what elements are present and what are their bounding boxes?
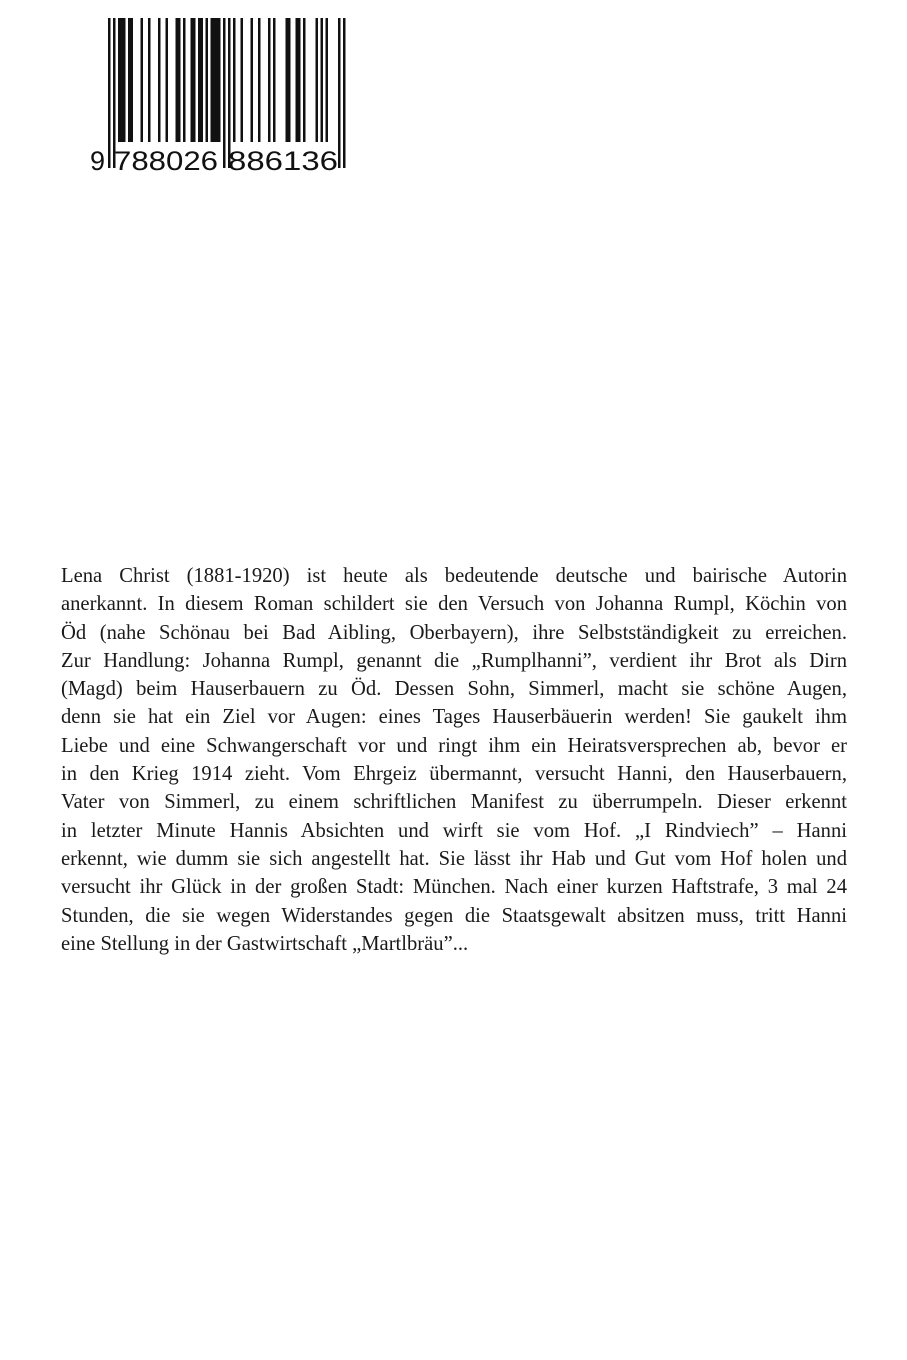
back-cover-blurb [61, 562, 847, 958]
blurb-line: Stunden, die sie wegen Widerstandes gegen die Staatsgewalt absitzen muss, tritt Hanni [61, 904, 847, 927]
barcode-bar [166, 18, 169, 142]
barcode-bar [218, 18, 221, 142]
barcode-bar [193, 18, 196, 142]
blurb-line: Lena Christ (1881-1920) ist heute als bedeutende deutsche und bairische Autorin [61, 565, 847, 587]
barcode-bar [131, 18, 134, 142]
barcode-bar [326, 18, 329, 142]
barcode-bar [296, 18, 299, 142]
barcode-bar [178, 18, 181, 142]
blurb-line: Öd (nahe Schönau bei Bad Aibling, Oberbayern), ihre Selbstständigkeit zu erreichen. [61, 621, 847, 644]
barcode-bar [198, 18, 201, 142]
barcode-bar [183, 18, 186, 142]
barcode-bar [123, 18, 126, 142]
barcode-bar [141, 18, 144, 142]
barcode-digits-right: 886136 [228, 146, 338, 174]
barcode-bar [288, 18, 291, 142]
barcode-bar [128, 18, 131, 142]
barcode-bar [233, 18, 236, 142]
barcode-bar [251, 18, 254, 142]
barcode-bar [176, 18, 179, 142]
barcode-bar [223, 18, 226, 168]
barcode-bar [273, 18, 276, 142]
blurb-line: versucht ihr Glück in der großen Stadt: München. Nach einer kurzen Haftstrafe, 3 mal 24 [61, 876, 847, 899]
blurb-line: Zur Handlung: Johanna Rumpl, genannt die „Rumplhanni”, verdient ihr Brot als Dirn [61, 649, 847, 672]
blurb-line: Vater von Simmerl, zu einem schriftlichen Manifest zu überrumpeln. Dieser erkennt [61, 791, 847, 814]
barcode-bar [216, 18, 219, 142]
blurb-line: eine Stellung in der Gastwirtschaft „Martlbräu”... [61, 932, 469, 955]
barcode-bar [201, 18, 204, 142]
barcode-bar [206, 18, 209, 142]
barcode-bar [303, 18, 306, 142]
barcode-bar [343, 18, 346, 168]
barcode-bar [258, 18, 261, 142]
blurb-line: erkennt, wie dumm sie sich angestellt hat. Sie lässt ihr Hab und Gut vom Hof holen und [61, 847, 847, 870]
barcode-bar [321, 18, 324, 142]
blurb-line: in den Krieg 1914 zieht. Vom Ehrgeiz übermannt, versucht Hanni, den Hauserbauern, [61, 763, 847, 786]
blurb-line: (Magd) beim Hauserbauern zu Öd. Dessen Sohn, Simmerl, macht sie schöne Augen, [61, 678, 847, 701]
barcode-bar [241, 18, 244, 142]
barcode-bar [158, 18, 161, 142]
barcode-bar [108, 18, 111, 168]
barcode-digits-left: 788026 [114, 146, 218, 174]
barcode-bar [191, 18, 194, 142]
blurb-line: denn sie hat ein Ziel vor Augen: eines Tages Hauserbäuerin werden! Sie gaukelt ihm [61, 706, 847, 729]
barcode-bar [213, 18, 216, 142]
barcode-digit-prefix: 9 [90, 146, 106, 174]
barcode-bar [148, 18, 151, 142]
blurb-line: in letzter Minute Hannis Absichten und wirft sie vom Hof. „I Rindviech” – Hanni [61, 819, 847, 842]
barcode-bar [118, 18, 121, 142]
barcode-bar [121, 18, 124, 142]
barcode-bar [268, 18, 271, 142]
barcode-bar [211, 18, 214, 142]
barcode-icon [84, 18, 346, 174]
barcode-bar [338, 18, 341, 168]
barcode-bar [286, 18, 289, 142]
barcode-bar [298, 18, 301, 142]
blurb-line: Liebe und eine Schwangerschaft vor und ringt ihm ein Heiratsversprechen ab, bevor er [61, 734, 847, 757]
barcode-bar [316, 18, 319, 142]
isbn-barcode [84, 18, 346, 174]
blurb-line: anerkannt. In diesem Roman schildert sie den Versuch von Johanna Rumpl, Köchin von [61, 593, 847, 616]
